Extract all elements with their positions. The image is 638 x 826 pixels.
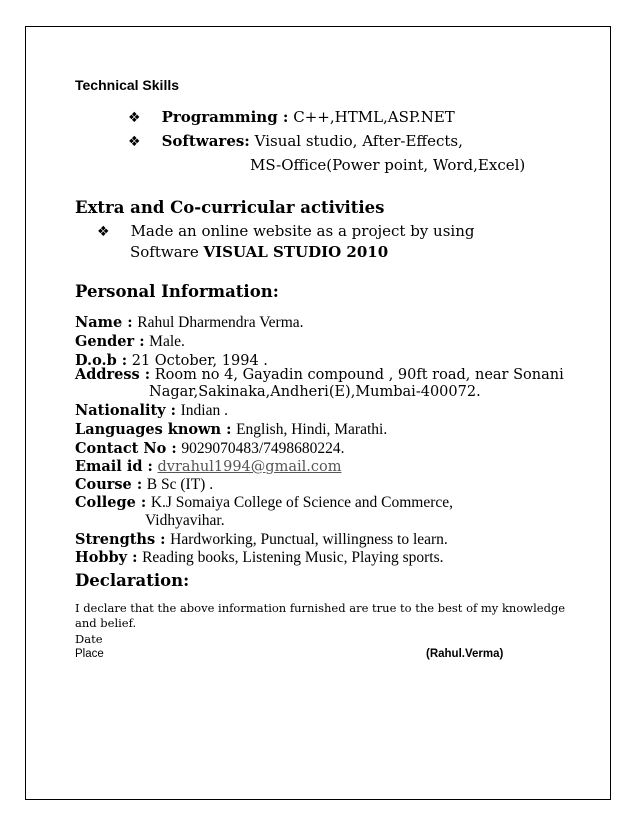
extra-item-bold: VISUAL STUDIO 2010 [203, 243, 389, 261]
dob-label: D.o.b : [75, 352, 128, 369]
gender-row [75, 333, 185, 351]
nationality-label: Nationality : [75, 402, 177, 419]
programming-value: C++,HTML,ASP.NET [293, 108, 455, 126]
dob-value: 21 October, 1994 . [131, 353, 268, 369]
declaration-text-line1: I declare that the above information furnished are true to the best of my knowledge [75, 601, 566, 615]
date-label: Date [75, 632, 103, 646]
softwares-label: Softwares: [161, 132, 250, 150]
contact-label: Contact No : [75, 440, 177, 457]
hobby-row [75, 549, 443, 567]
name-value: Rahul Dharmendra Verma. [137, 314, 304, 331]
technical-skills-heading: Technical Skills [75, 77, 180, 93]
address-row [75, 366, 564, 383]
college-label: College : [75, 494, 147, 511]
email-link[interactable]: dvrahul1994@gmail.com [157, 459, 342, 475]
email-row [75, 458, 341, 475]
name-label: Name : [75, 314, 133, 331]
skill-programming [128, 108, 455, 126]
name-row [75, 314, 304, 332]
declaration-text-line2: and belief. [75, 616, 137, 630]
course-value: B Sc (IT) . [146, 476, 214, 493]
extra-item [97, 222, 474, 240]
nationality-value: Indian . [180, 402, 228, 419]
declaration-heading: Declaration: [75, 571, 190, 590]
extra-item-line2 [130, 243, 388, 261]
strengths-label: Strengths : [75, 531, 166, 548]
softwares-value-1: Visual studio, After-Effects, [254, 132, 463, 150]
address-line1: Room no 4, Gayadin compound , 90ft road, near Sonani [154, 367, 564, 383]
contact-value: 9029070483/7498680224. [181, 440, 345, 457]
languages-value: English, Hindi, Marathi. [236, 421, 388, 438]
personal-info-heading: Personal Information: [75, 282, 279, 301]
gender-value: Male. [149, 333, 185, 350]
programming-label: Programming : [161, 108, 289, 126]
diamond-bullet-icon: ❖ [128, 134, 141, 150]
strengths-row [75, 531, 448, 549]
college-row [75, 494, 453, 512]
skill-softwares [128, 132, 463, 150]
diamond-bullet-icon: ❖ [128, 110, 141, 126]
course-label: Course : [75, 476, 143, 493]
address-line2: Nagar,Sakinaka,Andheri(E),Mumbai-400072. [149, 384, 481, 400]
college-line1: K.J Somaiya College of Science and Commerce, [150, 494, 453, 511]
diamond-bullet-icon: ❖ [97, 224, 110, 240]
languages-row [75, 421, 387, 439]
nationality-row [75, 402, 228, 420]
strengths-value: Hardworking, Punctual, willingness to learn. [170, 531, 448, 548]
college-line2 [145, 512, 225, 530]
college-line2-text: Vidhyavihar. [145, 512, 225, 529]
softwares-value-2: MS-Office(Power point, Word,Excel) [250, 156, 526, 174]
course-row [75, 476, 213, 494]
extra-item-line1: Made an online website as a project by using [130, 222, 475, 240]
signature-name: (Rahul.Verma) [426, 648, 504, 660]
email-label: Email id : [75, 458, 153, 475]
contact-row [75, 440, 345, 458]
place-label: Place [75, 648, 104, 660]
gender-label: Gender : [75, 333, 145, 350]
languages-label: Languages known : [75, 421, 232, 438]
hobby-value: Reading books, Listening Music, Playing sports. [142, 549, 444, 566]
extra-activities-heading: Extra and Co-curricular activities [75, 198, 385, 217]
hobby-label: Hobby : [75, 549, 138, 566]
extra-item-prefix: Software [130, 243, 199, 261]
address-label: Address : [75, 366, 151, 383]
